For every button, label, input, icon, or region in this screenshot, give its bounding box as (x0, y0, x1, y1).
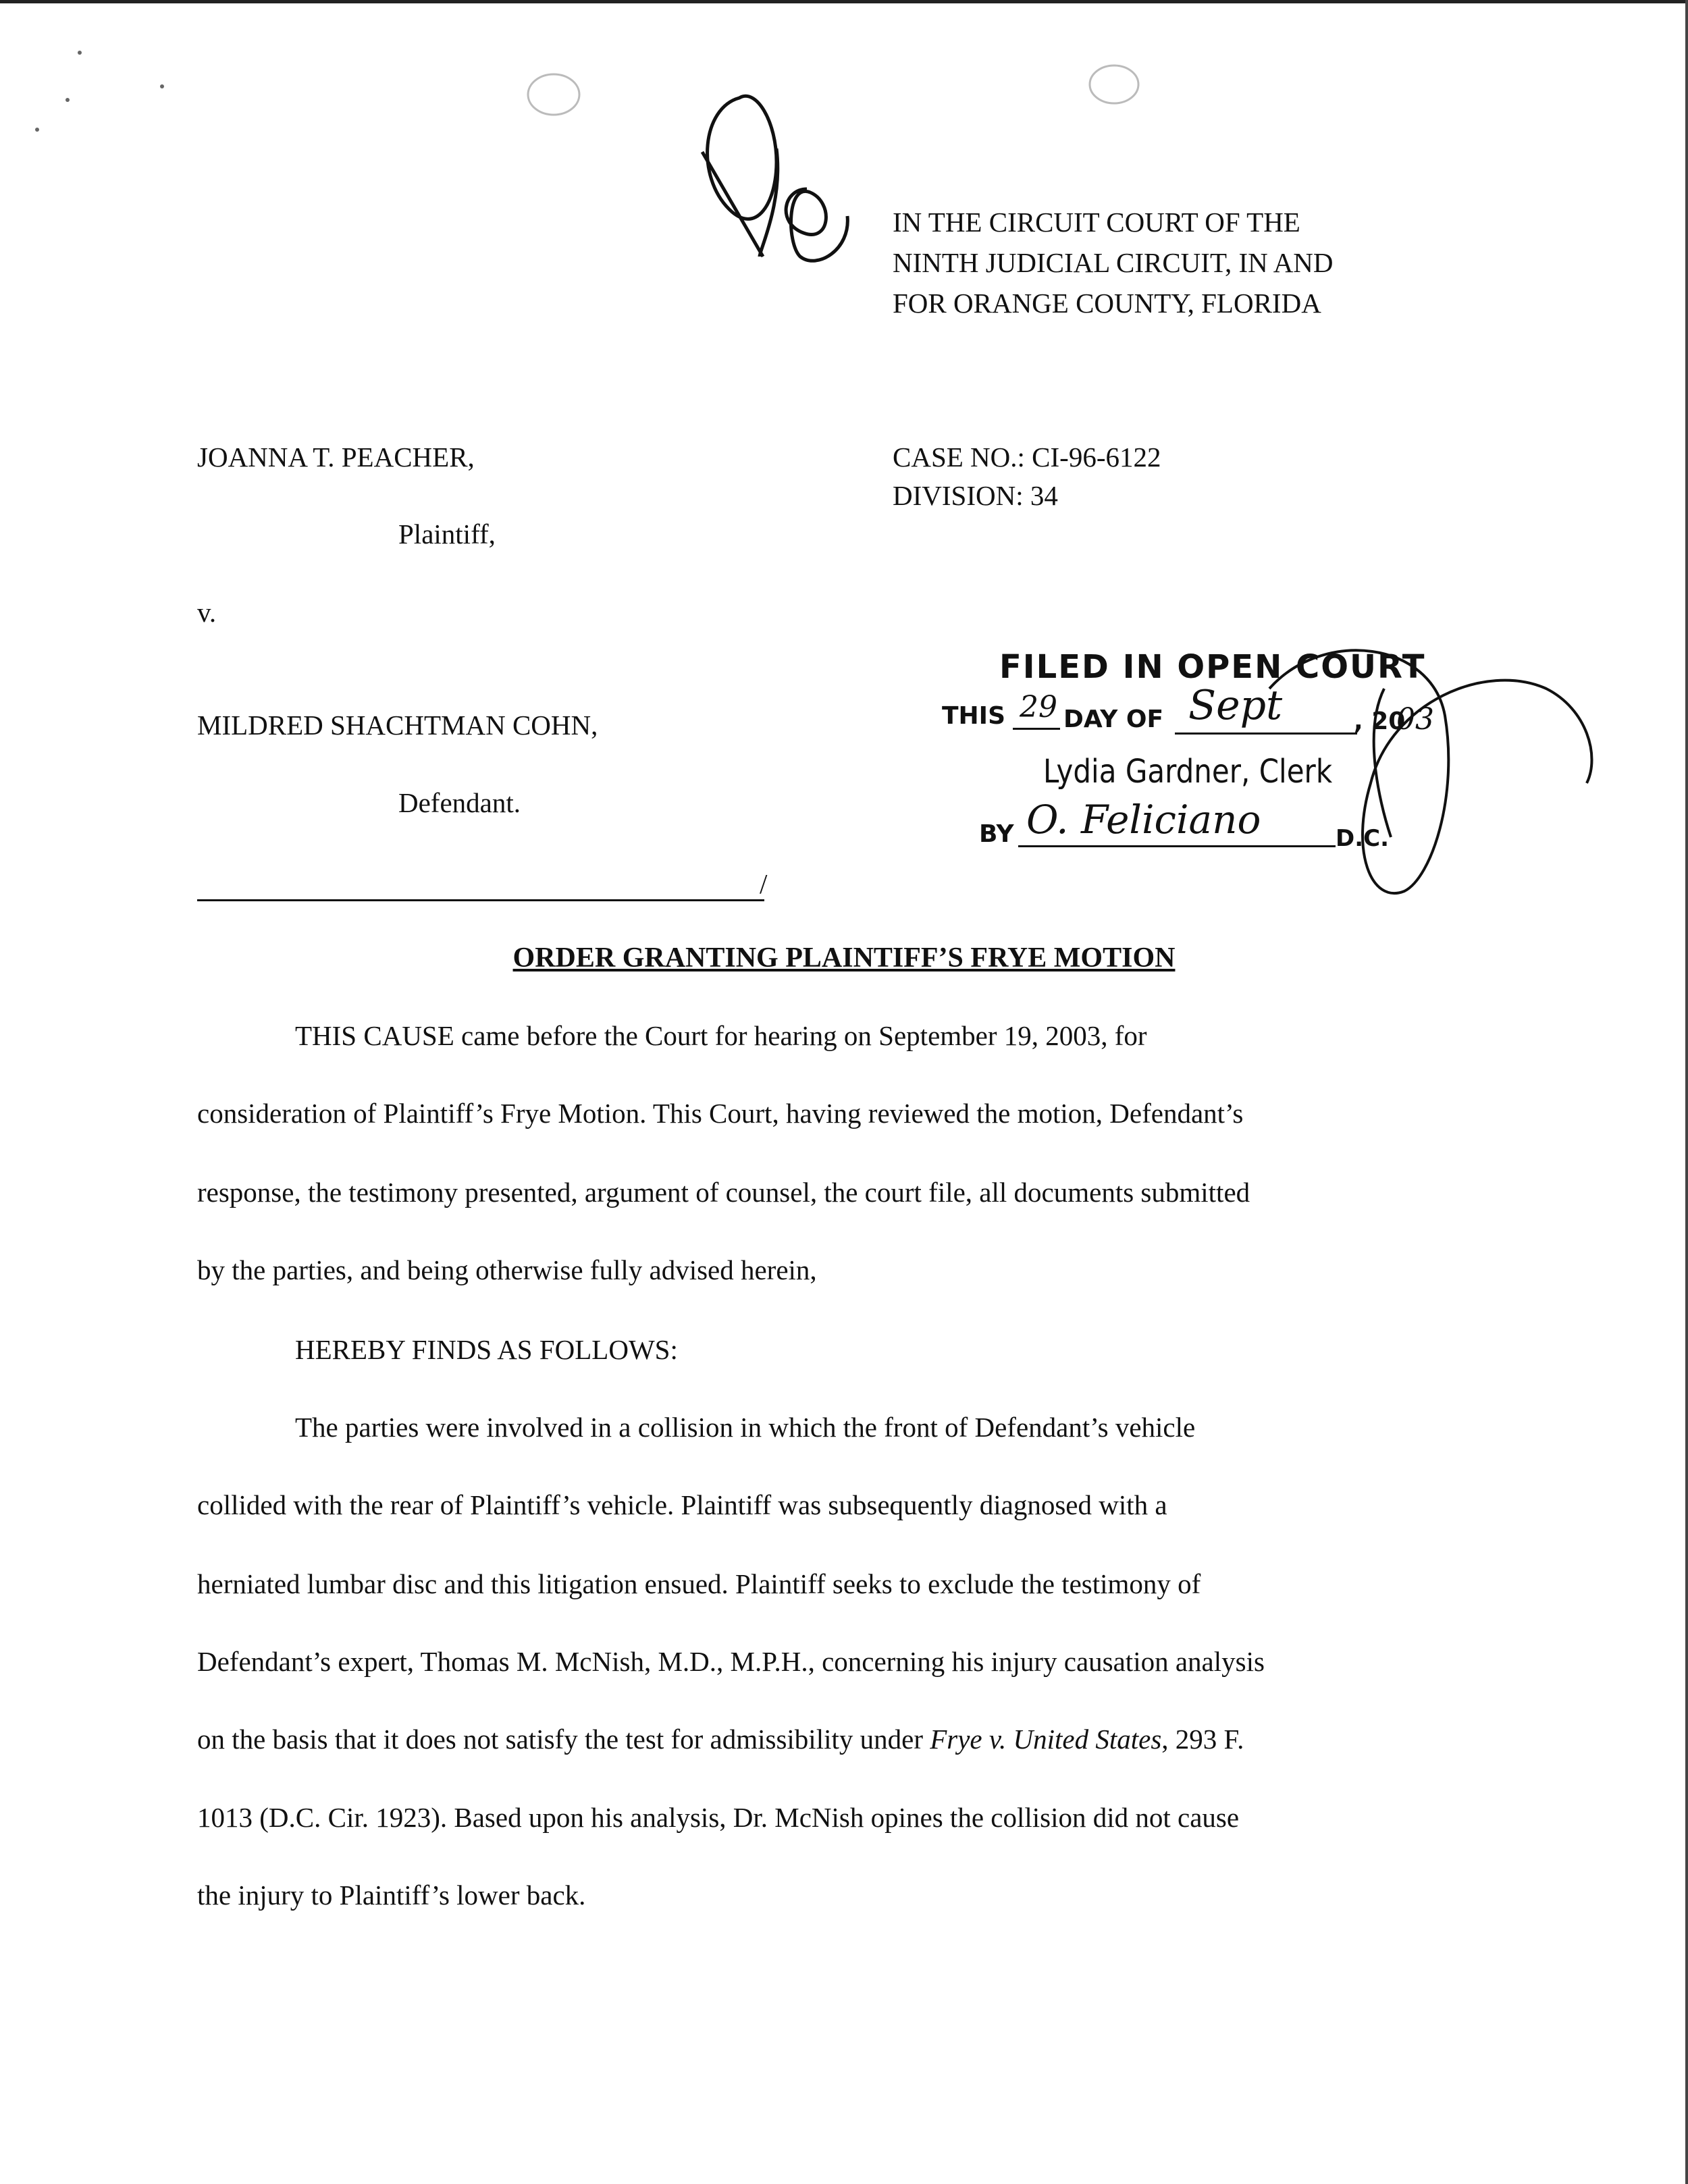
stamp-heading: FILED IN OPEN COURT (999, 648, 1426, 686)
stamp-year-handwritten: 03 (1396, 702, 1434, 737)
case-number: CASE NO.: CI-96-6122 (893, 442, 1161, 473)
paragraph-2-line-4: Defendant’s expert, Thomas M. McNish, M.D., M.P.H., concerning his injury causation analysis (197, 1646, 1265, 1677)
stamp-day-line (1013, 728, 1060, 730)
order-title: ORDER GRANTING PLAINTIFF’S FRYE MOTION (512, 942, 1176, 974)
findings-heading: HEREBY FINDS AS FOLLOWS: (295, 1334, 678, 1365)
versus-label: v. (197, 597, 217, 628)
paragraph-2-line-5-text: on the basis that it does not satisfy the test for admissibility under (197, 1724, 930, 1755)
defendant-name: MILDRED SHACHTMAN COHN, (197, 710, 598, 741)
stamp-year-prefix: , 20 (1354, 708, 1406, 735)
stamp-month-handwritten: Sept (1188, 682, 1283, 729)
paragraph-1-line-1: THIS CAUSE came before the Court for hearing on September 19, 2003, for (295, 1020, 1147, 1051)
paragraph-2-line-1: The parties were involved in a collision in which the front of Defendant’s vehicle (295, 1412, 1196, 1443)
stamp-clerk-line: Lydia Gardner, Clerk (1043, 752, 1333, 791)
plaintiff-name: JOANNA T. PEACHER, (197, 442, 475, 473)
division-number: DIVISION: 34 (893, 480, 1058, 511)
paragraph-1-line-4: by the parties, and being otherwise fully advised herein, (197, 1254, 817, 1285)
stamp-signature-line (1018, 845, 1336, 847)
stamp-month-line (1175, 733, 1357, 735)
stamp-dc-label: D.C. (1336, 825, 1390, 852)
defendant-role: Defendant. (398, 787, 521, 818)
paragraph-2-line-3: herniated lumbar disc and this litigation ensued. Plaintiff seeks to exclude the testimony of (197, 1568, 1201, 1599)
caption-separator-slash: / (760, 868, 768, 899)
paragraph-2-line-5-citation: , 293 F. (1161, 1724, 1244, 1755)
paragraph-1-line-2: consideration of Plaintiff’s Frye Motion. This Court, having reviewed the motion, Defendant’s (197, 1098, 1244, 1129)
stamp-by-label: BY (979, 820, 1014, 848)
paragraph-2-line-7: the injury to Plaintiff’s lower back. (197, 1880, 586, 1911)
stamp-signature: O. Feliciano (1026, 797, 1261, 843)
court-caption-line-2: NINTH JUDICIAL CIRCUIT, IN AND (893, 247, 1334, 278)
plaintiff-role: Plaintiff, (398, 518, 496, 550)
stamp-this-label: THIS (942, 702, 1006, 730)
paragraph-2-line-5 (197, 1723, 1244, 1755)
paragraph-1-line-3: response, the testimony presented, argument of counsel, the court file, all documents submitted (197, 1177, 1250, 1208)
paragraph-2-line-6: 1013 (D.C. Cir. 1923). Based upon his analysis, Dr. McNish opines the collision did not cause (197, 1802, 1240, 1833)
paragraph-2-line-2: collided with the rear of Plaintiff’s vehicle. Plaintiff was subsequently diagnosed with a (197, 1489, 1167, 1520)
stamp-day-handwritten: 29 (1020, 690, 1057, 724)
stamp-day-of-label: DAY OF (1063, 705, 1164, 733)
case-citation-name: Frye v. United States (930, 1724, 1162, 1755)
court-caption-line-1: IN THE CIRCUIT COURT OF THE (893, 207, 1300, 238)
court-caption-line-3: FOR ORANGE COUNTY, FLORIDA (893, 288, 1321, 319)
